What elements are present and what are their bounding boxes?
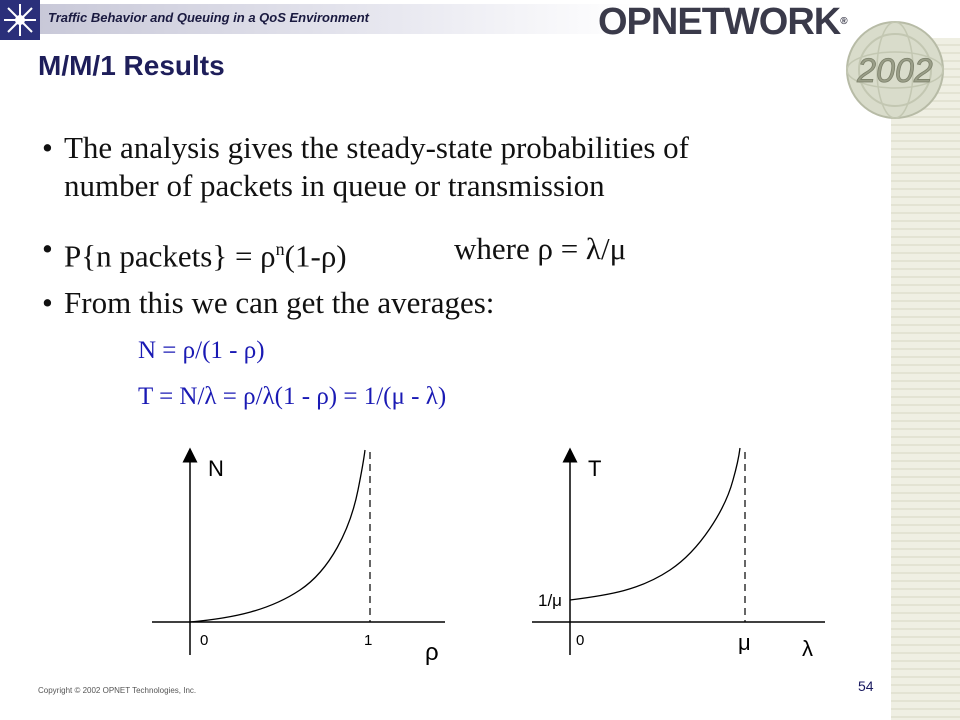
asymptote-label: 1	[364, 632, 373, 649]
bullet-2-formula-right: where ρ = λ/μ	[454, 231, 627, 266]
page-number: 54	[858, 678, 874, 694]
decorative-right-strip	[891, 38, 960, 720]
bullet-dot: •	[42, 130, 53, 165]
bullet-2	[42, 230, 627, 275]
asymptote-label: μ	[738, 630, 751, 655]
equation-n: N = ρ/(1 - ρ)	[138, 337, 265, 364]
bullet-2-superscript: n	[275, 239, 285, 259]
header-bar	[0, 0, 960, 43]
opnetwork-logo	[598, 2, 847, 42]
y-axis-label: T	[588, 456, 602, 481]
equation-t: T = N/λ = ρ/λ(1 - ρ) = 1/(μ - λ)	[138, 383, 447, 410]
brand-registered-mark: ®	[840, 16, 847, 27]
bullet-3	[42, 284, 495, 322]
copyright-text: Copyright © 2002 OPNET Technologies, Inc.	[38, 686, 197, 695]
bullet-dot: •	[42, 285, 53, 320]
bullet-1-line-2: number of packets in queue or transmission	[64, 168, 605, 203]
bullet-2-formula-left: P{n packets} = ρ	[64, 238, 276, 274]
slide-title: M/M/1 Results	[38, 50, 225, 81]
y-axis-label: N	[208, 456, 224, 481]
bullet-1	[42, 129, 689, 205]
x-axis-label: ρ	[425, 639, 439, 666]
header-title: Traffic Behavior and Queuing in a QoS Environment	[48, 10, 369, 25]
graph-n-vs-rho	[140, 440, 460, 675]
year-badge-text: 2002	[857, 52, 933, 90]
bullet-dot: •	[42, 231, 53, 266]
bullet-1-line-1: The analysis gives the steady-state probabilities of	[64, 130, 689, 165]
star-logo-icon	[0, 0, 40, 40]
x-axis-label: λ	[802, 636, 813, 661]
origin-label: 0	[200, 632, 209, 649]
bullet-3-text: From this we can get the averages:	[64, 285, 495, 320]
brand-text: OPNETWORK	[598, 1, 841, 43]
y-intercept-label: 1/μ	[538, 591, 562, 610]
origin-label: 0	[576, 632, 585, 649]
bullet-2-formula-mid: (1-ρ)	[284, 238, 347, 274]
graph-t-vs-lambda	[520, 440, 840, 675]
year-badge-logo	[836, 20, 954, 138]
